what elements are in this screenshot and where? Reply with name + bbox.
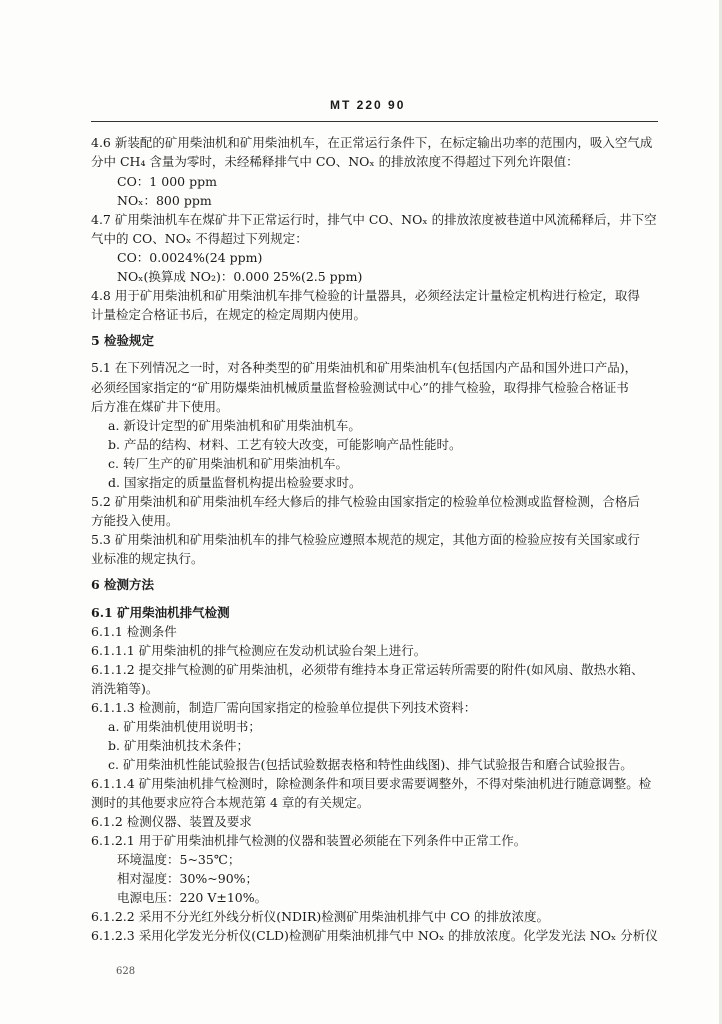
clause-6-1-2-1: 6.1.2.1 用于矿用柴油机排气检测的仪器和装置必须能在下列条件中正常工作。 [91,833,527,848]
clause-5-3-line-1: 5.3 矿用柴油机和矿用柴油机车的排气检验应遵照本规范的规定，其他方面的检验应按有关国家或行 [91,532,640,547]
clause-5-1-line-2: 必须经国家指定的“矿用防爆柴油机械质量监督检验测试中心”的排气检验，取得排气检验合格证书 [91,380,629,395]
clause-6-1-1-4-line-2: 测时的其他要求应符合本规范第 4 章的有关规定。 [91,795,370,810]
section-6-heading: 6 检测方法 [91,577,155,592]
section-5-heading: 5 检验规定 [91,333,155,348]
list-item-d: d. 国家指定的质量监督机构提出检验要求时。 [108,475,362,490]
clause-6-1-heading: 6.1 矿用柴油机排气检测 [91,605,230,620]
clause-4-6-line-2: 分中 CH₄ 含量为零时，未经稀释排气中 CO、NOₓ 的排放浓度不得超过下列允许限值： [91,154,579,169]
clause-6-1-2-heading: 6.1.2 检测仪器、装置及要求 [91,814,252,829]
clause-4-7-line-2: 气中的 CO、NOₓ 不得超过下列规定： [91,231,308,246]
clause-4-8-line-1: 4.8 用于矿用柴油机和矿用柴油机车排气检验的计量器具，必须经法定计量检定机构进行检定，取得 [91,288,640,303]
co-limit: CO：1 000 ppm [117,174,217,189]
clause-4-6-line-1: 4.6 新装配的矿用柴油机和矿用柴油机车，在正常运行条件下，在标定输出功率的范围内，吸入空气成 [91,135,653,150]
clause-6-1-1-2-line-1: 6.1.1.2 提交排气检测的矿用柴油机，必须带有维持本身正常运转所需要的附件(如风扇、散热水箱、 [91,662,644,677]
clause-5-2-line-2: 方能投入使用。 [91,513,179,528]
clause-6-1-1-3: 6.1.1.3 检测前，制造厂需向国家指定的检验单位提供下列技术资料： [91,700,477,715]
page-number: 628 [116,966,136,977]
clause-6-1-1-4-line-1: 6.1.1.4 矿用柴油机排气检测时，除检测条件和项目要求需要调整外，不得对柴油机进行随意调整。检 [91,776,652,791]
nox-air-limit: NOₓ(换算成 NO₂)：0.000 25%(2.5 ppm) [117,269,363,284]
clause-4-7-line-1: 4.7 矿用柴油机车在煤矿井下正常运行时，排气中 CO、NOₓ 的排放浓度被巷道中风流稀释后，井下空 [91,212,657,227]
clause-5-2-line-1: 5.2 矿用柴油机和矿用柴油机车经大修后的排气检验由国家指定的检验单位检测或监督检测，合格后 [91,494,640,509]
list-item-c: c. 转厂生产的矿用柴油机和矿用柴油机车。 [108,456,348,471]
list-item-b: b. 产品的结构、材料、工艺有较大改变，可能影响产品性能时。 [108,437,462,452]
clause-5-1-line-1: 5.1 在下列情况之一时，对各种类型的矿用柴油机和矿用柴油机车(包括国内产品和国外进口产品)， [91,360,638,375]
clause-6-1-1-1: 6.1.1.1 矿用柴油机的排气检测应在发动机试验台架上进行。 [91,643,427,658]
nox-limit: NOₓ：800 ppm [117,193,212,208]
doc-item-a: a. 矿用柴油机使用说明书； [108,719,261,734]
header-rule [91,121,658,122]
clause-6-1-2-2: 6.1.2.2 采用不分光红外线分析仪(NDIR)检测矿用柴油机排气中 CO 的排放浓度。 [91,909,550,924]
doc-item-c: c. 矿用柴油机性能试验报告(包括试验数据表格和特性曲线图)、排气试验报告和磨合试验报告。 [108,757,633,772]
clause-5-3-line-2: 业标准的规定执行。 [91,551,204,566]
clause-4-8-line-2: 计量检定合格证书后，在规定的检定周期内使用。 [91,307,367,322]
ambient-temperature: 环境温度：5~35℃； [117,852,241,867]
supply-voltage: 电源电压：220 V±10%。 [117,890,268,905]
relative-humidity: 相对湿度：30%~90%； [117,871,259,886]
doc-item-b: b. 矿用柴油机技术条件； [108,738,249,753]
clause-6-1-1-heading: 6.1.1 检测条件 [91,624,177,639]
list-item-a: a. 新设计定型的矿用柴油机和矿用柴油机车。 [108,418,361,433]
clause-6-1-1-2-line-2: 消洗箱等)。 [91,681,159,696]
clause-6-1-2-3: 6.1.2.3 采用化学发光分析仪(CLD)检测矿用柴油机排气中 NOₓ 的排放浓度。化学发光法 NOₓ 分析仪 [91,928,658,943]
standard-code-header: MT 220 90 [330,98,406,112]
clause-5-1-line-3: 后方准在煤矿井下使用。 [91,399,229,414]
co-air-limit: CO：0.0024%(24 ppm) [117,250,263,265]
